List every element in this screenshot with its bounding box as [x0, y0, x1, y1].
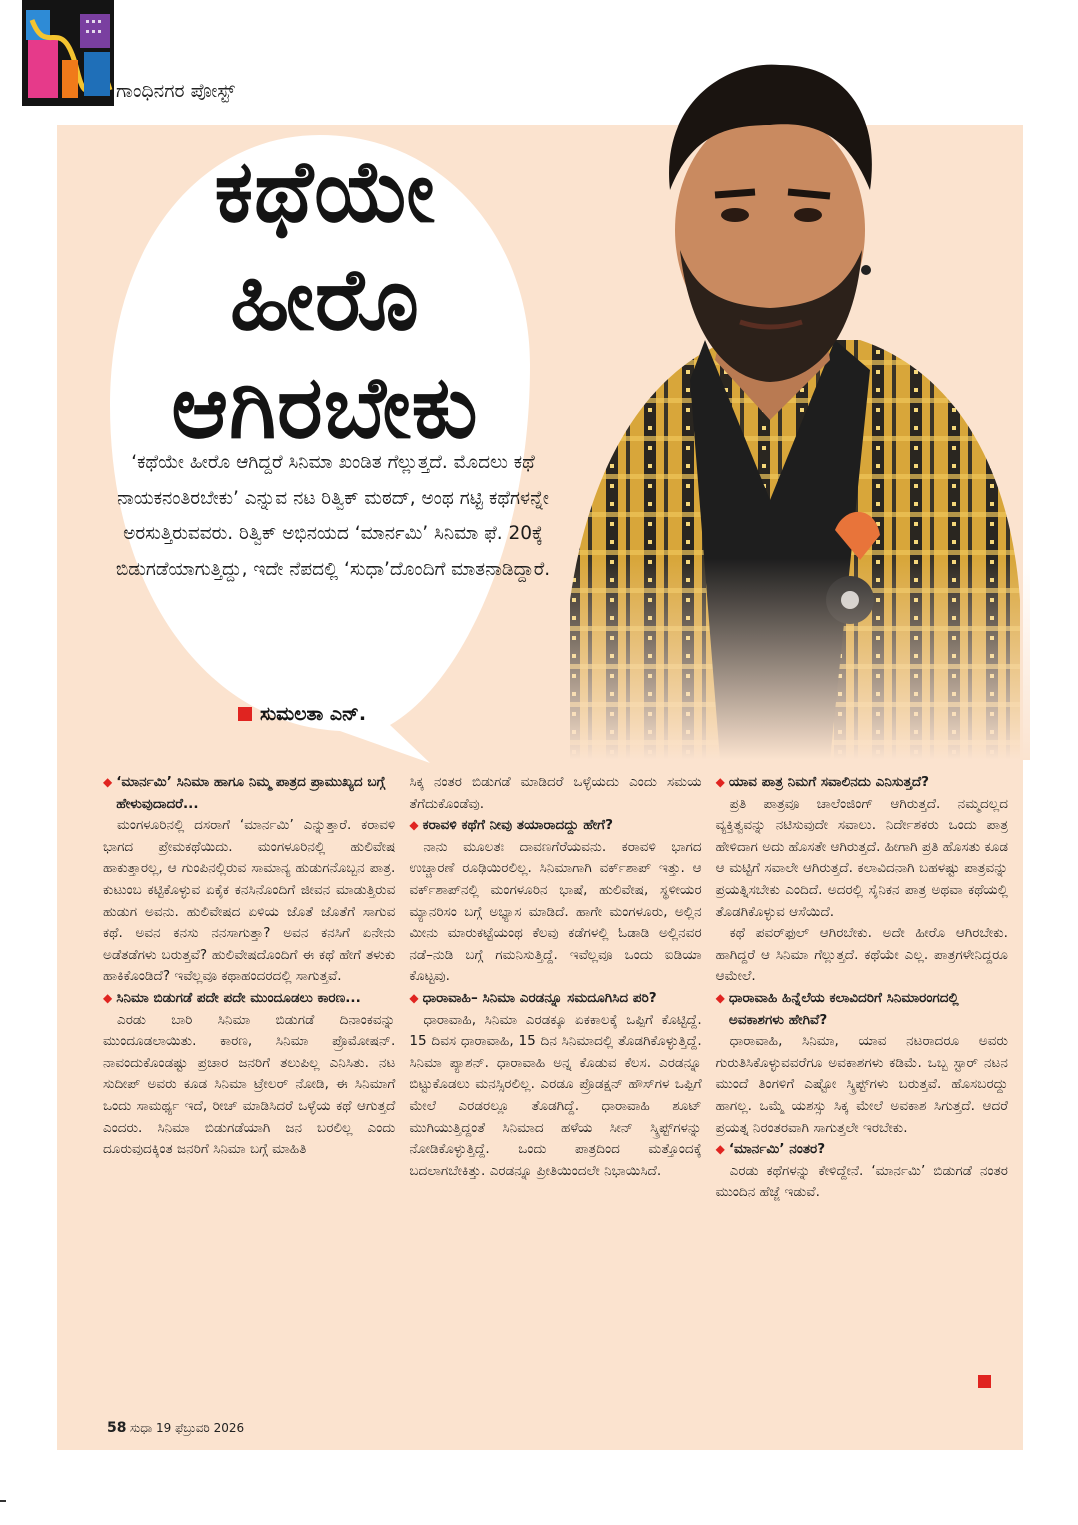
byline [238, 703, 366, 725]
diamond-bullet-icon: ◆ [103, 990, 113, 1005]
headline-line-3: ಆಗಿರಬೇಕು [171, 358, 479, 458]
question-heading: ◆ ‘ಮಾರ್ನಮಿ’ ಸಿನಿಮಾ ಹಾಗೂ ನಿಮ್ಮ ಪಾತ್ರದ ಪ್ರಾಮುಖ್ಯದ ಬಗ್ಗೆ ಹೇಳುವುದಾದರೆ... [103, 774, 386, 812]
diamond-bullet-icon: ◆ [715, 1142, 725, 1157]
article-intro: ‘ಕಥೆಯೇ ಹೀರೊ ಆಗಿದ್ದರೆ ಸಿನಿಮಾ ಖಂಡಿತ ಗೆಲ್ಲುತ್ತದೆ. ಮೊದಲು ಕಥೆ ನಾಯಕನಂತಿರಬೇಕು’ ಎನ್ನುವ ನಟ ರಿತ್ವಿಕ್ ಮಠದ್, ಅಂಥ ಗಟ್ಟಿ ಕಥೆಗಳನ್ನೇ ಅರಸುತ್ತಿರುವವರು. ರಿತ್ವಿಕ್ ಅಭಿನಯದ ‘ಮಾರ್ನಮಿ’ ಸಿನಿಮಾ ಫೆ. 20ಕ್ಕೆ ಬಿಡುಗಡೆಯಾಗುತ್ತಿದ್ದು, ಇದೇ ನೆಪದಲ್ಲಿ ‘ಸುಧಾ’ದೊಂದಿಗೆ ಮಾತನಾಡಿದ್ದಾರೆ. [115, 452, 551, 580]
question-heading: ◆ ಸಿನಿಮಾ ಬಿಡುಗಡೆ ಪದೇ ಪದೇ ಮುಂದೂಡಲು ಕಾರಣ... [103, 988, 395, 1010]
answer-paragraph: ಧಾರಾವಾಹಿ, ಸಿನಿಮಾ, ಯಾವ ನಟರಾದರೂ ಅವರು ಗುರುತಿಸಿಕೊಳ್ಳುವವರೆಗೂ ಅವಕಾಶಗಳು ಕಡಿಮೆ. ಒಬ್ಬ ಸ್ಟಾರ್ ನಟನ ಮುಂದೆ ತಿಂಗಳಿಗೆ ಎಷ್ಟೋ ಸ್ಕ್ರಿಪ್ಟ್‌ಗಳು ಬರುತ್ತವೆ. ಹೊಸಬರದ್ದು ಹಾಗಲ್ಲ. ಒಮ್ಮೆ ಯಶಸ್ಸು ಸಿಕ್ಕ ಮೇಲೆ ಅವಕಾಶ ಸಿಗುತ್ತದೆ. ಆದರೆ ಪ್ರಯತ್ನ ನಿರಂತರವಾಗಿ ಸಾಗುತ್ತಲೇ ಇರಬೇಕು. [715, 1033, 1008, 1136]
question-heading: ◆ ‘ಮಾರ್ನಮಿ’ ನಂತರ? [716, 1139, 1008, 1161]
question-heading: ◆ ಕರಾವಳಿ ಕಥೆಗೆ ನೀವು ತಯಾರಾದದ್ದು ಹೇಗೆ? [409, 815, 701, 837]
article-headline [110, 138, 540, 462]
diamond-bullet-icon: ◆ [715, 775, 725, 789]
section-label: ಗಾಂಧಿನಗರ ಪೋಸ್ಟ್ [116, 80, 235, 102]
magazine-logo [22, 0, 114, 106]
crop-mark [0, 1500, 6, 1502]
answer-paragraph: ಧಾರಾವಾಹಿ, ಸಿನಿಮಾ ಎರಡಕ್ಕೂ ಏಕಕಾಲಕ್ಕೆ ಒಪ್ಪಿಗೆ ಕೊಟ್ಟಿದ್ದೆ. 15 ದಿವಸ ಧಾರಾವಾಹಿ, 15 ದಿನ ಸಿನಿಮಾದಲ್ಲಿ ತೊಡಗಿಕೊಳ್ಳುತ್ತಿದ್ದೆ. ಸಿನಿಮಾ ಪ್ಯಾಶನ್. ಧಾರಾವಾಹಿ ಅನ್ನ ಕೊಡುವ ಕೆಲಸ. ಎರಡನ್ನೂ ಬಿಟ್ಟುಕೊಡಲು ಮನಸ್ಸಿರಲಿಲ್ಲ. ಎರಡೂ ಪ್ರೊಡಕ್ಷನ್ ಹೌಸ್‌ಗಳ ಒಪ್ಪಿಗೆ ಮೇಲೆ ಎರಡರಲ್ಲೂ ತೊಡಗಿದ್ದೆ. ಧಾರಾವಾಹಿ ಶೂಟ್ ಮುಗಿಯುತ್ತಿದ್ದಂತೆ ಸಿನಿಮಾದ ಹಳೆಯ ಸೀನ್ ಸ್ಕ್ರಿಪ್ಟ್‌ಗಳನ್ನು ನೋಡಿಕೊಳ್ಳುತ್ತಿದ್ದೆ. ಒಂದು ಪಾತ್ರದಿಂದ ಮತ್ತೊಂದಕ್ಕೆ ಬದಲಾಗಬೇಕಿತ್ತು. ಎರಡನ್ನೂ ಪ್ರೀತಿಯಿಂದಲೇ ನಿಭಾಯಿಸಿದೆ. [409, 1011, 702, 1179]
question-heading: ◆ ಧಾರಾವಾಹಿ ಹಿನ್ನೆಲೆಯ ಕಲಾವಿದರಿಗೆ ಸಿನಿಮಾರಂಗದಲ್ಲಿ ಅವಕಾಶಗಳು ಹೇಗಿವೆ? [715, 989, 959, 1028]
question-heading: ◆ ಯಾವ ಪಾತ್ರ ನಿಮಗೆ ಸವಾಲಿನದು ಎನಿಸುತ್ತದೆ? [716, 772, 1008, 794]
byline-author: ಸುಮಲತಾ ಎನ್. [260, 703, 367, 725]
answer-paragraph: ಕಥೆ ಪವರ್‌ಫುಲ್ ಆಗಿರಬೇಕು. ಅದೇ ಹೀರೊ ಆಗಿರಬೇಕು. ಹಾಗಿದ್ದರೆ ಆ ಸಿನಿಮಾ ಗೆಲ್ಲುತ್ತದೆ. ಕಥೆಯೇ ಎಲ್ಲ. ಪಾತ್ರಗಳೇನಿದ್ದರೂ ಆಮೇಲೆ. [715, 925, 1008, 985]
article-body [103, 772, 1008, 1412]
answer-paragraph: ಮಂಗಳೂರಿನಲ್ಲಿ ದಸರಾಗೆ ‘ಮಾರ್ನಮಿ’ ಎನ್ನುತ್ತಾರೆ. ಕರಾವಳಿ ಭಾಗದ ಪ್ರೇಮಕಥೆಯಿದು. ಮಂಗಳೂರಿನಲ್ಲಿ ಹುಲಿವೇಷ ಹಾಕುತ್ತಾರಲ್ಲ, ಆ ಗುಂಪಿನಲ್ಲಿರುವ ಸಾಮಾನ್ಯ ಹುಡುಗನೊಬ್ಬನ ಪಾತ್ರ. ಕುಟುಂಬ ಕಟ್ಟಿಕೊಳ್ಳುವ ಏಕೈಕ ಕನಸಿನೊಂದಿಗೆ ಜೀವನ ಮಾಡುತ್ತಿರುವ ಹುಡುಗ ಅವನು. ಹುಲಿವೇಷದ ಏಳಿಯ ಜೊತೆ ಜೊತೆಗೆ ಸಾಗುವ ಕಥೆ. ಅವನ ಕನಸು ನನಸಾಗುತ್ತಾ? ಅವನ ಕನಸಿಗೆ ಏನೇನು ಅಡೆತಡೆಗಳು ಬರುತ್ತವೆ? ಹುಲಿವೇಷದೊಂದಿಗೆ ಈ ಕಥೆ ಹೇಗೆ ತಳುಕು ಹಾಕಿಕೊಂಡಿದೆ? ಇವೆಲ್ಲವೂ ಕಥಾಹಂದರದಲ್ಲಿ ಸಾಗುತ್ತವೆ. [103, 817, 396, 985]
diamond-bullet-icon: ◆ [715, 990, 725, 1005]
answer-paragraph: ಸಿಕ್ಕ ನಂತರ ಬಿಡುಗಡೆ ಮಾಡಿದರೆ ಒಳ್ಳೆಯದು ಎಂದು ಸಮಯ ತೆಗೆದುಕೊಂಡೆವು. [409, 774, 702, 812]
diamond-bullet-icon: ◆ [409, 990, 419, 1005]
body-column-1 [103, 772, 395, 1412]
page-number: 58 [107, 1420, 127, 1436]
answer-paragraph: ಪ್ರತಿ ಪಾತ್ರವೂ ಚಾಲೆಂಜಿಂಗ್ ಆಗಿರುತ್ತದೆ. ನಮ್ಮದಲ್ಲದ ವ್ಯಕ್ತಿತ್ವವನ್ನು ನಟಿಸುವುದೇ ಸವಾಲು. ನಿರ್ದೇಶಕರು ಒಂದು ಪಾತ್ರ ಹೇಳಿದಾಗ ಅದು ಹೊಸತೇ ಆಗಿರುತ್ತದೆ. ಹೀಗಾಗಿ ಪ್ರತಿ ಹೊಸತು ಕೂಡ ಆ ಮಟ್ಟಿಗೆ ಸವಾಲೇ ಆಗಿರುತ್ತದೆ. ಕಲಾವಿದನಾಗಿ ಬಹಳಷ್ಟು ಪಾತ್ರವನ್ನು ಪ್ರಯತ್ನಿಸಬೇಕು ಎಂದಿದೆ. ಅದರಲ್ಲಿ ಸೈನಿಕನ ಪಾತ್ರ ಅಥವಾ ಕಥೆಯಲ್ಲಿ ತೊಡಗಿಕೊಳ್ಳುವ ಆಸೆಯಿದೆ. [715, 795, 1008, 920]
footer-issue-info: ಸುಧಾ 19 ಫೆಬ್ರುವರಿ 2026 [130, 1421, 245, 1435]
red-square-icon [238, 707, 252, 721]
body-column-2 [409, 772, 701, 1412]
diamond-bullet-icon: ◆ [103, 775, 113, 789]
answer-paragraph: ಎರಡು ಕಥೆಗಳನ್ನು ಕೇಳಿದ್ದೇನೆ. ‘ಮಾರ್ನಮಿ’ ಬಿಡುಗಡೆ ನಂತರ ಮುಂದಿನ ಹೆಜ್ಜೆ ಇಡುವೆ. [715, 1162, 1008, 1201]
logo-graphic [22, 0, 114, 106]
headline-line-2: ಹೀರೊ [230, 250, 420, 350]
headline-line-1: ಕಥೆಯೇ [214, 142, 436, 242]
actor-portrait [530, 40, 1030, 760]
answer-paragraph: ಎರಡು ಬಾರಿ ಸಿನಿಮಾ ಬಿಡುಗಡೆ ದಿನಾಂಕವನ್ನು ಮುಂದೂಡಲಾಯಿತು. ಕಾರಣ, ಸಿನಿಮಾ ಪ್ರೊಮೋಷನ್. ನಾವಂದುಕೊಂಡಷ್ಟು ಪ್ರಚಾರ ಜನರಿಗೆ ತಲುಪಿಲ್ಲ ಎನಿಸಿತು. ನಟ ಸುದೀಪ್ ಅವರು ಕೂಡ ಸಿನಿಮಾ ಟ್ರೇಲರ್ ನೋಡಿ, ಈ ಸಿನಿಮಾಗೆ ಒಂದು ಸಾಮರ್ಥ್ಯ ಇದೆ, ರೀಚ್ ಮಾಡಿಸಿದರೆ ಒಳ್ಳೆಯ ಕಥೆ ಆಗುತ್ತದೆ ಎಂದರು. ಸಿನಿಮಾ ಬಿಡುಗಡೆಯಾಗಿ ಜನ ಬರಲಿಲ್ಲ ಎಂದು ದೂರುವುದಕ್ಕಿಂತ ಜನರಿಗೆ ಸಿನಿಮಾ ಬಗ್ಗೆ ಮಾಹಿತಿ [103, 1011, 396, 1158]
question-heading: ◆ ಧಾರಾವಾಹಿ– ಸಿನಿಮಾ ಎರಡನ್ನೂ ಸಮದೂಗಿಸಿದ ಪರಿ? [409, 988, 701, 1010]
diamond-bullet-icon: ◆ [409, 818, 419, 833]
body-column-3 [716, 772, 1008, 1412]
end-mark-icon [978, 1375, 991, 1388]
answer-paragraph: ನಾನು ಮೂಲತಃ ದಾವಣಗೆರೆಯವನು. ಕರಾವಳಿ ಭಾಗದ ಉಚ್ಚಾರಣೆ ರೂಢಿಯಿರಲಿಲ್ಲ. ಸಿನಿಮಾಗಾಗಿ ವರ್ಕ್‌ಶಾಪ್ ಇತ್ತು. ಆ ವರ್ಕ್‌ಶಾಪ್‌ನಲ್ಲಿ ಮಂಗಳೂರಿನ ಭಾಷೆ, ಹುಲಿವೇಷ, ಸ್ಥಳೀಯರ ಮ್ಯಾನರಿಸಂ ಬಗ್ಗೆ ಅಭ್ಯಾಸ ಮಾಡಿದೆ. ಹಾಗೇ ಮಂಗಳೂರು, ಅಲ್ಲಿನ ಮೀನು ಮಾರುಕಟ್ಟೆಯಂಥ ಕೆಲವು ಕಡೆಗಳಲ್ಲಿ ಓಡಾಡಿ ಅಲ್ಲಿನವರ ನಡೆ–ನುಡಿ ಬಗ್ಗೆ ಗಮನಿಸುತ್ತಿದ್ದೆ. ಇವೆಲ್ಲವೂ ಒಂದು ಐಡಿಯಾ ಕೊಟ್ಟವು. [409, 838, 702, 985]
